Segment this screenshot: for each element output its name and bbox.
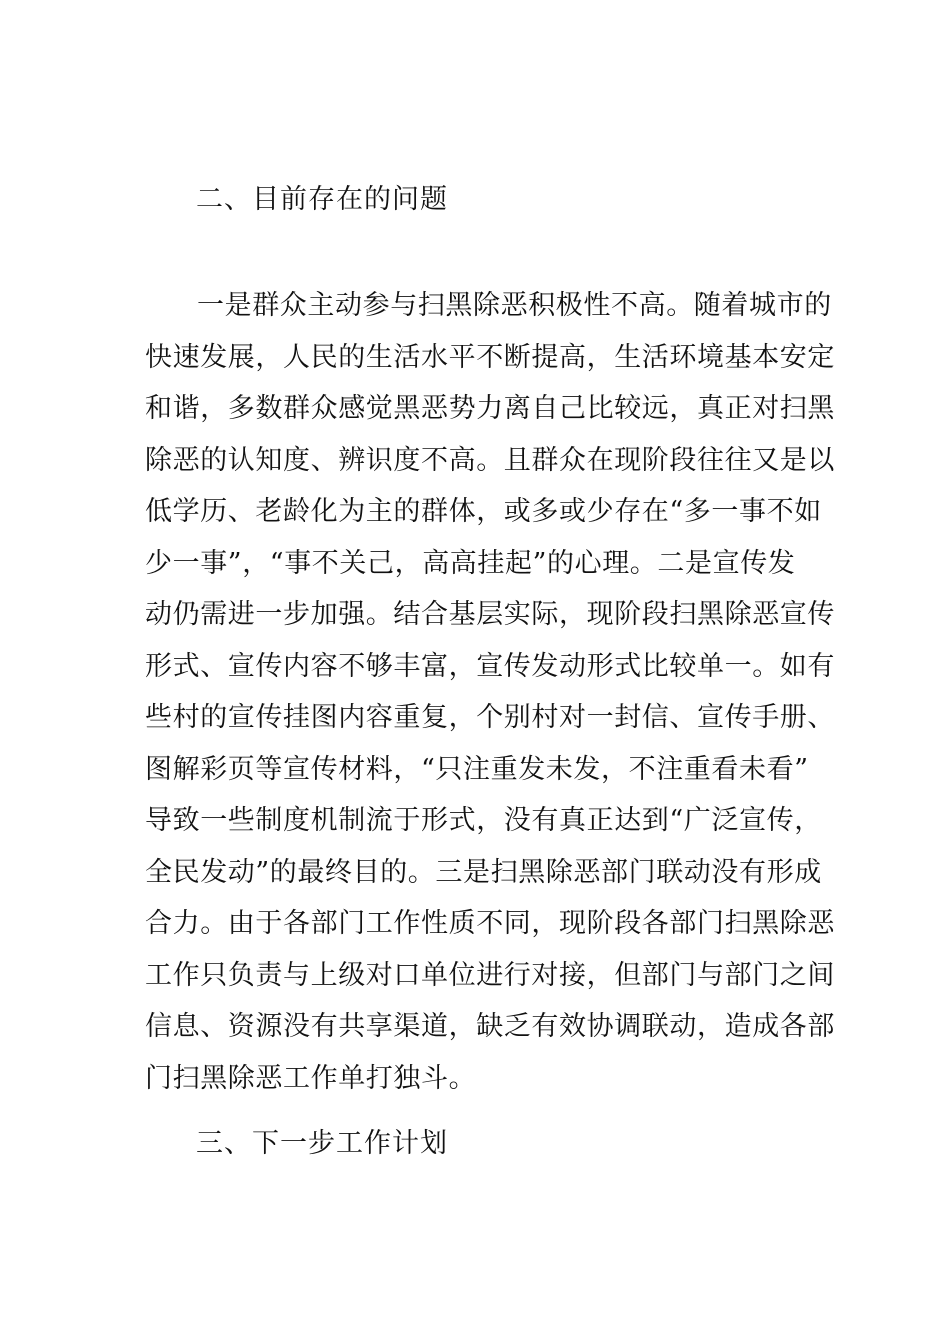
paragraph-line: 少一事”，“事不关己，高高挂起”的心理。二是宣传发 — [145, 547, 796, 579]
paragraph-line: 除恶的认知度、辨识度不高。且群众在现阶段往往又是以 — [145, 444, 835, 476]
section-heading-next-steps: 三、下一步工作计划 — [196, 1128, 448, 1159]
paragraph-line: 和谐，多数群众感觉黑恶势力离自己比较远，真正对扫黑 — [145, 393, 835, 424]
problems-paragraph — [145, 280, 835, 1104]
paragraph-line: 全民发动”的最终目的。三是扫黑除恶部门联动没有形成 — [145, 856, 822, 888]
paragraph-line: 快速发展，人民的生活水平不断提高，生活环境基本安定 — [145, 341, 835, 373]
paragraph-line: 图解彩页等宣传材料，“只注重发未发，不注重看未看” — [145, 753, 809, 785]
paragraph-line: 动仍需进一步加强。结合基层实际，现阶段扫黑除恶宣传 — [145, 599, 835, 630]
paragraph-line: 合力。由于各部门工作性质不同，现阶段各部门扫黑除恶 — [145, 908, 835, 939]
paragraph-line: 一是群众主动参与扫黑除恶积极性不高。随着城市的 — [197, 290, 832, 321]
paragraph-line: 形式、宣传内容不够丰富，宣传发动形式比较单一。如有 — [145, 650, 835, 682]
paragraph-line: 些村的宣传挂图内容重复，个别村对一封信、宣传手册、 — [145, 702, 835, 733]
paragraph-line: 导致一些制度机制流于形式，没有真正达到“广泛宣传， — [145, 805, 822, 836]
paragraph-line: 工作只负责与上级对口单位进行对接，但部门与部门之间 — [145, 959, 835, 991]
section-heading-current-problems: 二、目前存在的问题 — [196, 184, 448, 215]
paragraph-line: 信息、资源没有共享渠道，缺乏有效协调联动，造成各部 — [145, 1011, 835, 1042]
paragraph-line: 门扫黑除恶工作单打独斗。 — [145, 1062, 477, 1094]
paragraph-line: 低学历、老龄化为主的群体，或多或少存在“多一事不如 — [145, 496, 822, 527]
